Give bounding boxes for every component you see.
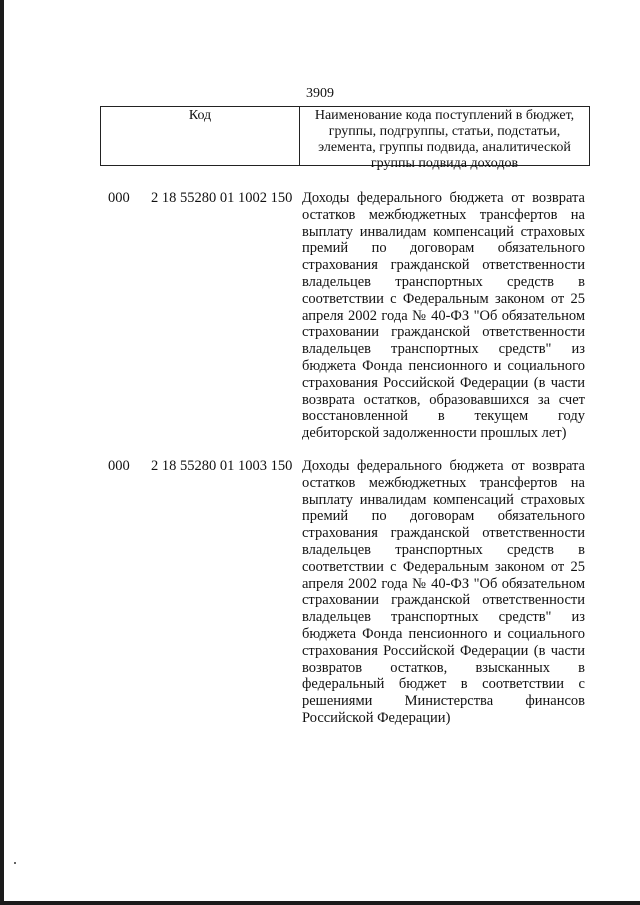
scan-bottom-edge <box>0 901 640 905</box>
scan-left-edge <box>0 0 4 905</box>
header-code-cell: Код <box>101 107 300 165</box>
scan-speck <box>14 862 16 864</box>
admin-code: 000 <box>108 458 130 474</box>
table-header <box>100 106 590 171</box>
admin-code: 000 <box>108 190 130 206</box>
revenue-description: Доходы федерального бюджета от возврата остатков межбюджетных трансфертов на выплату инвалидам компенсаций страховых премий по договорам обязательного страхования гражданской ответственности владельцев транспортных средств в соответствии с Федеральным законом от 25 апреля 2002 года № 40-ФЗ "Об обязательном страховании гражданской ответственности владельцев транспортных средств" из бюджета Фонда пенсионного и социального страхования Российской Федерации (в части возврата остатков, образовавшихся за счет восстановленной в текущем году дебиторской задолженности прошлых лет) <box>302 190 585 442</box>
revenue-description: Доходы федерального бюджета от возврата остатков межбюджетных трансфертов на выплату инвалидам компенсаций страховых премий по договорам обязательного страхования гражданской ответственности владельцев транспортных средств в соответствии с Федеральным законом от 25 апреля 2002 года № 40-ФЗ "Об обязательном страховании гражданской ответственности владельцев транспортных средств" из бюджета Фонда пенсионного и социального страхования Российской Федерации (в части возвратов остатков, взысканных в федеральный бюджет в соответствии с решениями Министерства финансов Российской Федерации) <box>302 458 585 726</box>
page-number: 3909 <box>306 86 334 101</box>
revenue-code: 2 18 55280 01 1002 150 <box>151 190 293 206</box>
header-name-cell: Наименование кода поступлений в бюджет, группы, подгруппы, статьи, подстатьи, элемента, группы подвида, аналитической группы подвида доходов <box>314 108 575 171</box>
revenue-code: 2 18 55280 01 1003 150 <box>151 458 293 474</box>
